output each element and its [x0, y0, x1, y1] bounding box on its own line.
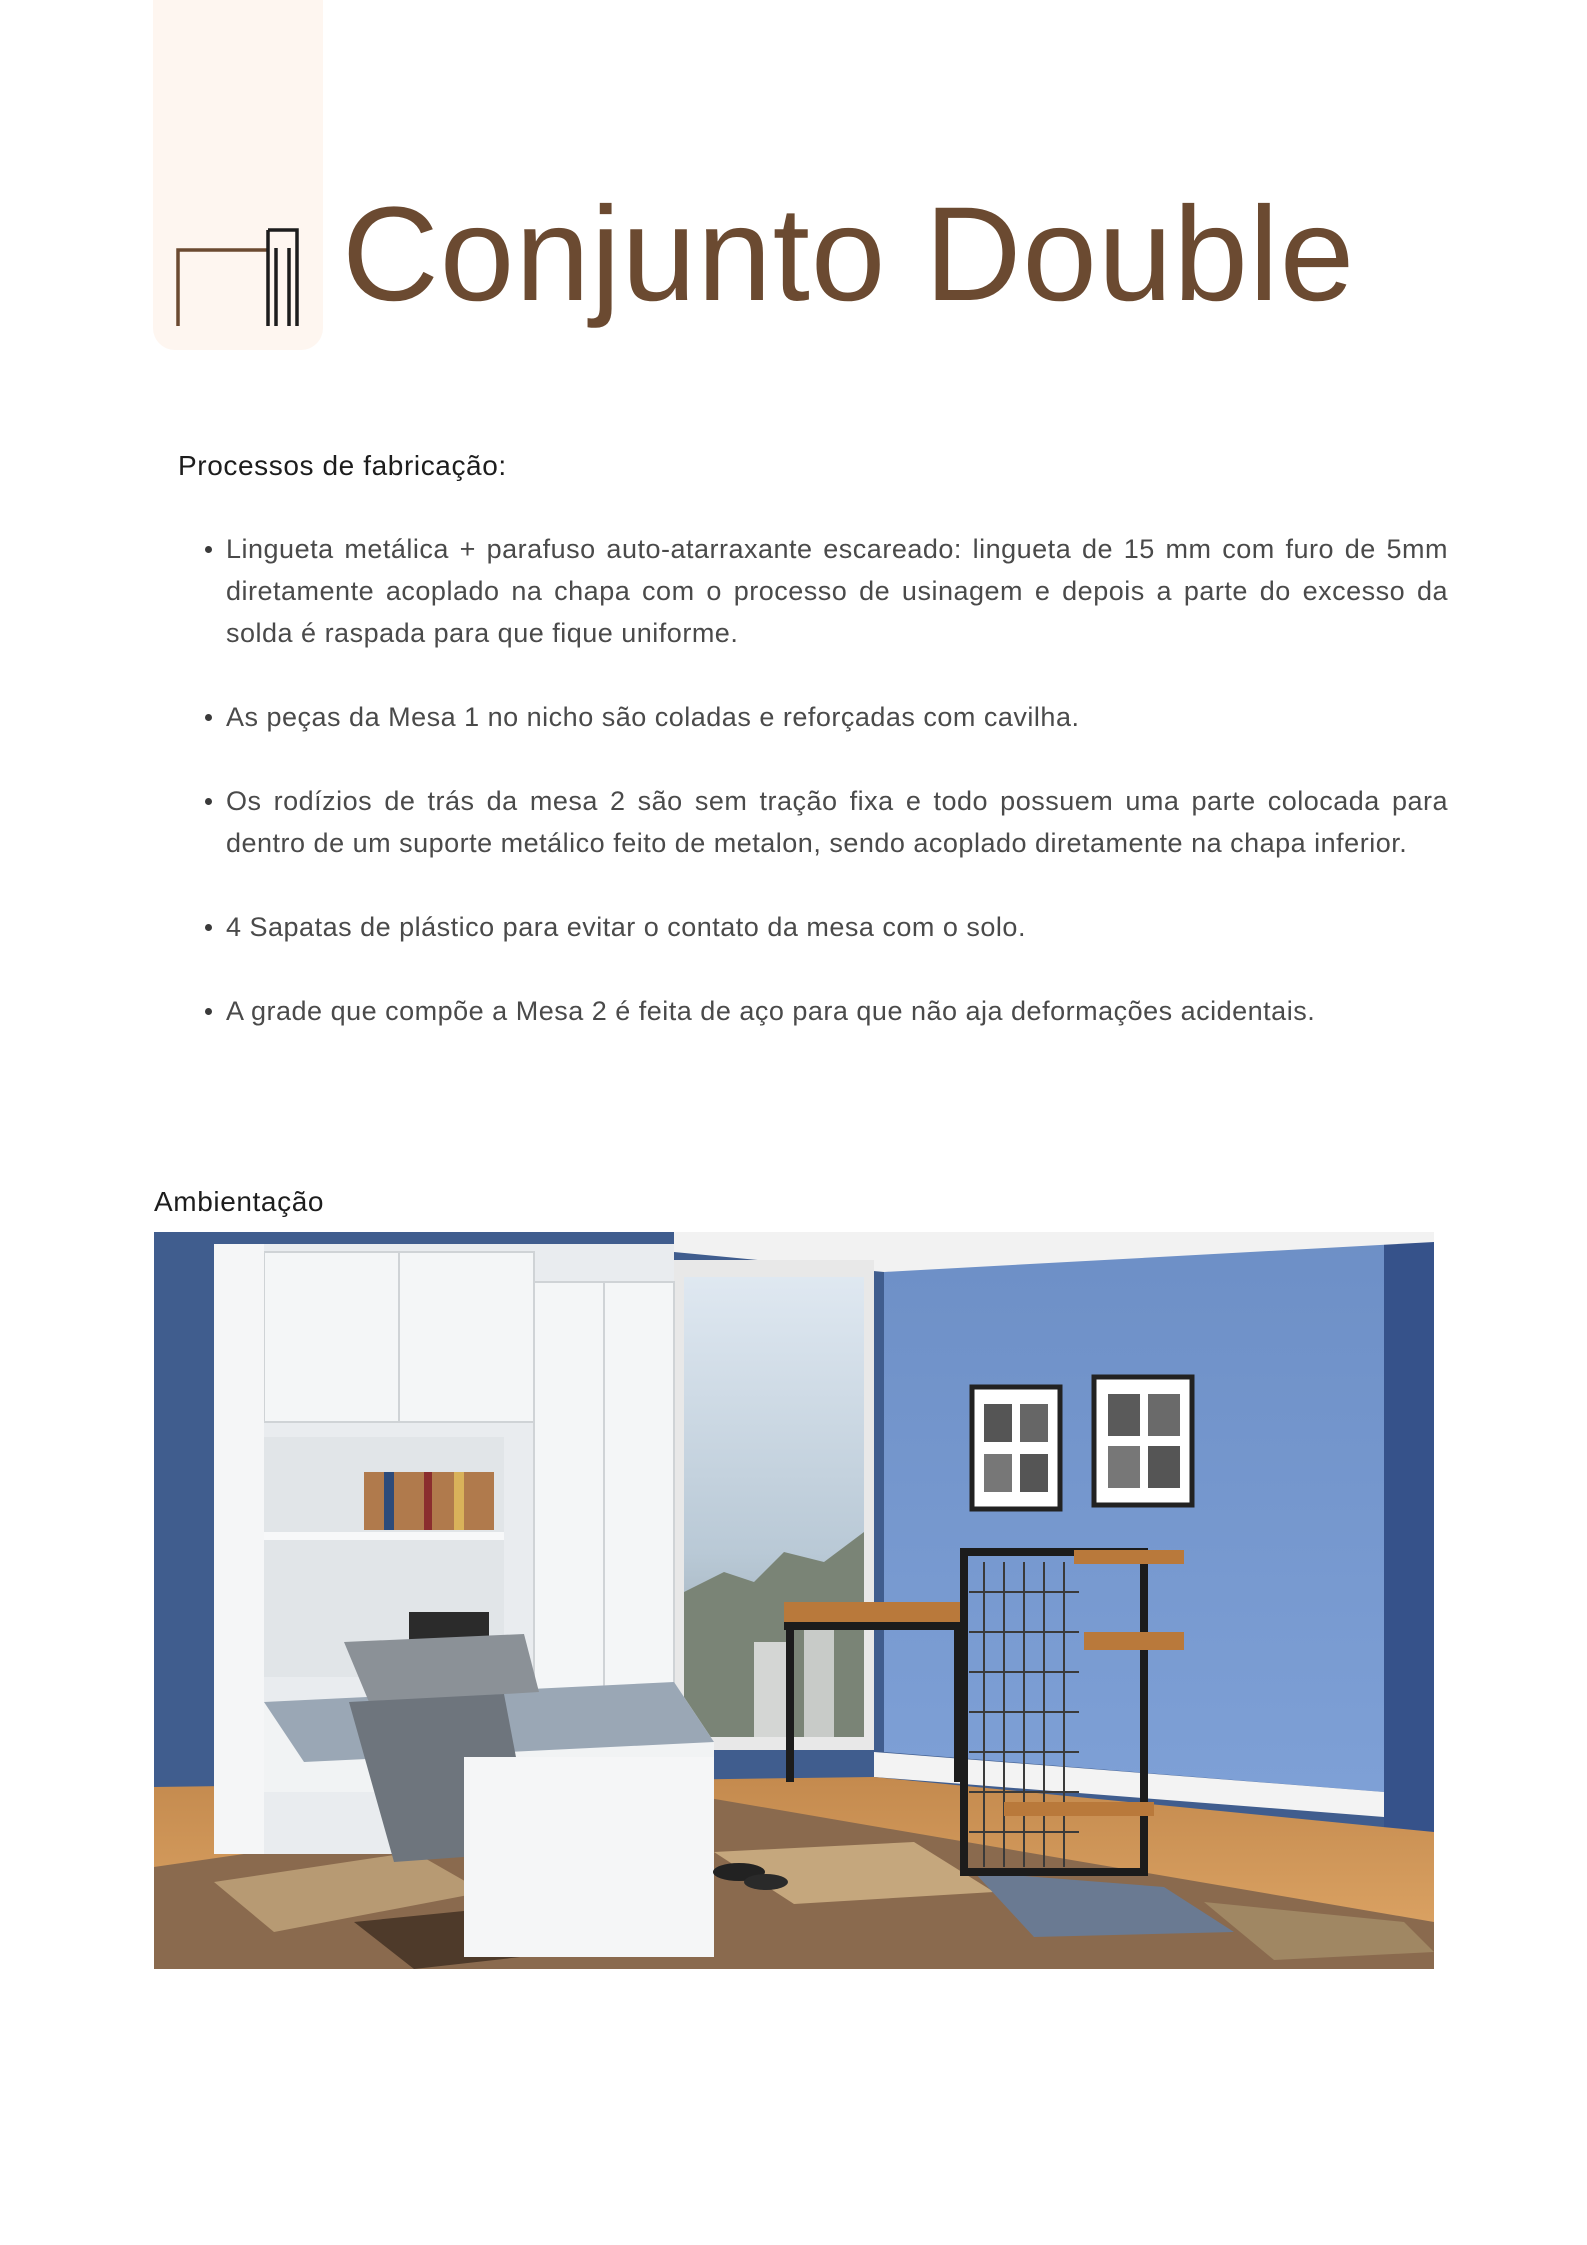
list-item: A grade que compõe a Mesa 2 é feita de aço para que não aja deformações acidentais.: [178, 990, 1448, 1032]
ambient-heading: Ambientação: [154, 1186, 325, 1217]
list-item: 4 Sapatas de plástico para evitar o contato da mesa com o solo.: [178, 906, 1448, 948]
table-outline-icon: [176, 226, 302, 328]
processes-list: [178, 528, 1448, 1074]
processes-heading: Processos de fabricação:: [178, 450, 507, 481]
page-title: Conjunto Double: [342, 180, 1356, 329]
list-item: Os rodízios de trás da mesa 2 são sem tração fixa e todo possuem uma parte colocada para dentro de um suporte metálico feito de metalon, sendo acoplado diretamente na chapa inferior.: [178, 780, 1448, 864]
list-item: Lingueta metálica + parafuso auto-atarraxante escareado: lingueta de 15 mm com furo de 5mm diretamente acoplado na chapa com o processo de usinagem e depois a parte do excesso da solda é raspada para que fique uniforme.: [178, 528, 1448, 654]
list-item: As peças da Mesa 1 no nicho são coladas e reforçadas com cavilha.: [178, 696, 1448, 738]
bedroom-scene-photo: [154, 1232, 1434, 1969]
